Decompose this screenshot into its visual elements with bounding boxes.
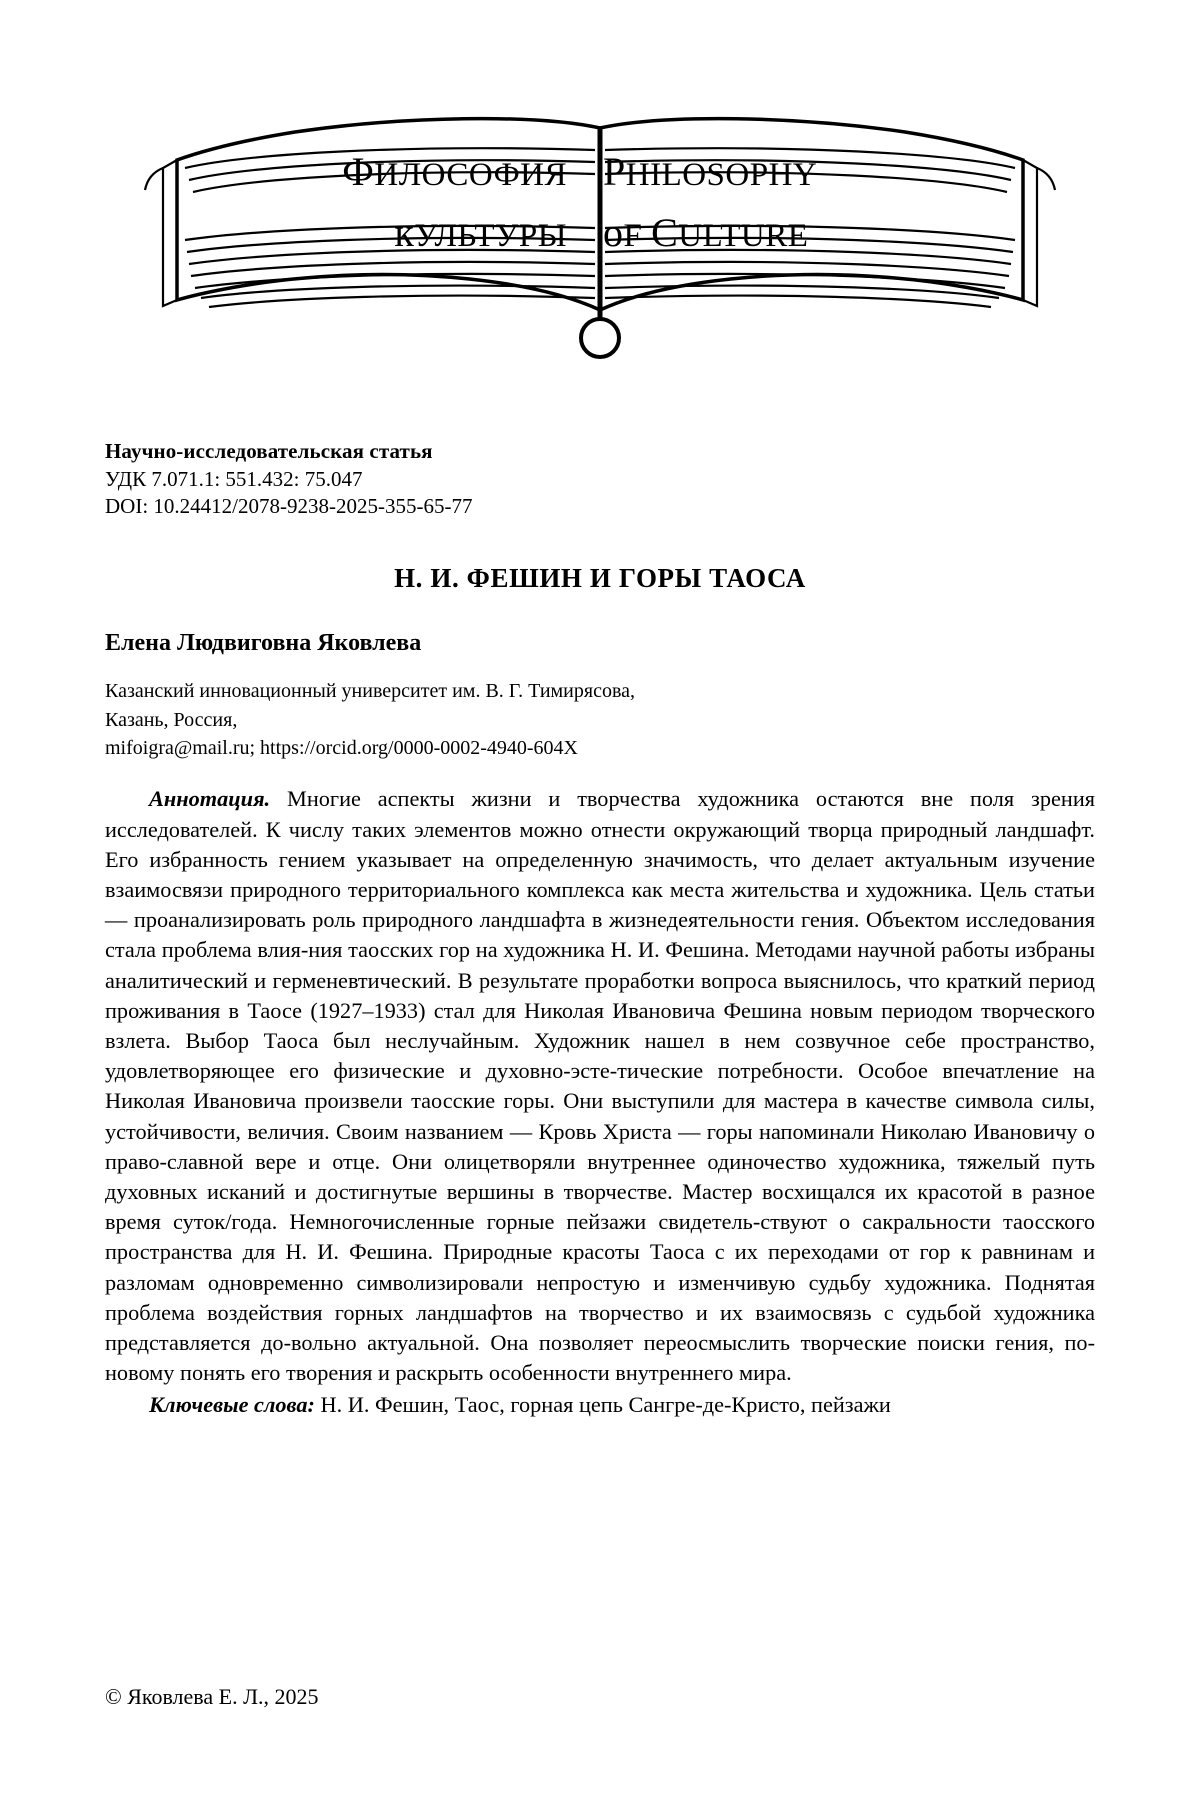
udk-code: УДК 7.071.1: 551.432: 75.047: [105, 466, 363, 491]
keywords-section: [105, 1390, 1095, 1420]
doi-code: DOI: 10.24412/2078-9238-2025-355-65-77: [105, 494, 473, 519]
keywords-label: Ключевые слова:: [149, 1392, 315, 1418]
keywords-text: Н. И. Фешин, Таос, горная цепь Сангре-де-Кристо, пейзажи: [320, 1392, 891, 1418]
affiliation-contact: mifoigra@mail.ru; https://orcid.org/0000-0002-4940-604X: [105, 736, 578, 759]
emblem-title-text: [105, 148, 1095, 256]
emblem-line2-right: oF CULTURE: [603, 210, 809, 255]
abstract-label: Аннотация.: [149, 786, 271, 812]
affiliation-institution: Казанский инновационный университет им. В. Г. Тимирясова,: [105, 680, 636, 703]
author-name: Елена Людвиговна Яковлева: [105, 630, 422, 657]
article-type: Научно-исследовательская статья: [105, 439, 433, 463]
emblem-line2-left: кУЛЬТУРЫ: [394, 210, 567, 255]
abstract-section: [105, 784, 1095, 1388]
emblem-line1-right: PHILOSOPHY: [603, 149, 818, 194]
article-meta: [105, 438, 1095, 521]
journal-emblem: [105, 0, 1095, 378]
abstract-paragraph: [105, 784, 1095, 1388]
emblem-line1-left: ФИЛОСОФИЯ: [342, 149, 567, 194]
page-title: Н. И. ФЕШИН И ГОРЫ ТАОСА: [394, 563, 806, 594]
author-affiliation: [105, 677, 1095, 762]
copyright-footer: © Яковлева Е. Л., 2025: [105, 1684, 319, 1709]
abstract-text: Многие аспекты жизни и творчества художника остаются вне поля зрения исследователей. К числу таких элементов можно отнести окружающий творца природный ландшафт. Его избранность гением указывает на определенную значимость, что делает актуальным изучение взаимосвязи природного территориального комплекса как места жительства и художника. Цель статьи — проанализировать роль природного ландшафта в жизнедеятельности гения. Объектом исследования стала проблема влия-ния таосских гор на художника Н. И. Фешина. Методами научной работы избраны аналитический и герменевтический. В результате проработки вопроса выяснилось, что краткий период проживания в Таосе (1927–1933) стал для Николая Ивановича Фешина новым периодом творческого взлета. Выбор Таоса был неслучайным. Художник нашел в нем созвучное себе пространство, удовлетворяющее его физические и духовно-эсте-тические потребности. Особое впечатление на Николая Ивановича произвели таосские горы. Они выступили для мастера в качестве символа силы, устойчивости, величия. Своим названием — Кровь Христа — горы напоминали Николаю Ивановичу о право-славной вере и отце. Они олицетворяли внутреннее одиночество художника, тяжелый путь духовных исканий и достигнутые вершины в творчестве. Мастер восхищался их красотой в разное время суток/года. Немногочисленные горные пейзажи свидетель-ствуют о сакральности таосского пространства для Н. И. Фешина. Природные красоты Таоса с их переходами от гор к равнинам и разломам одновременно символизировали непростую и изменчивую судьбу художника. Поднятая проблема воздействия горных ландшафтов на творчество и их взаимосвязь с судьбой художника представляется до-вольно актуальной. Она позволяет переосмыслить творческие поиски гения, по-новому понять его творения и раскрыть особенности внутреннего мира.: [105, 786, 1096, 1386]
affiliation-city: Казань, Россия,: [105, 708, 238, 731]
